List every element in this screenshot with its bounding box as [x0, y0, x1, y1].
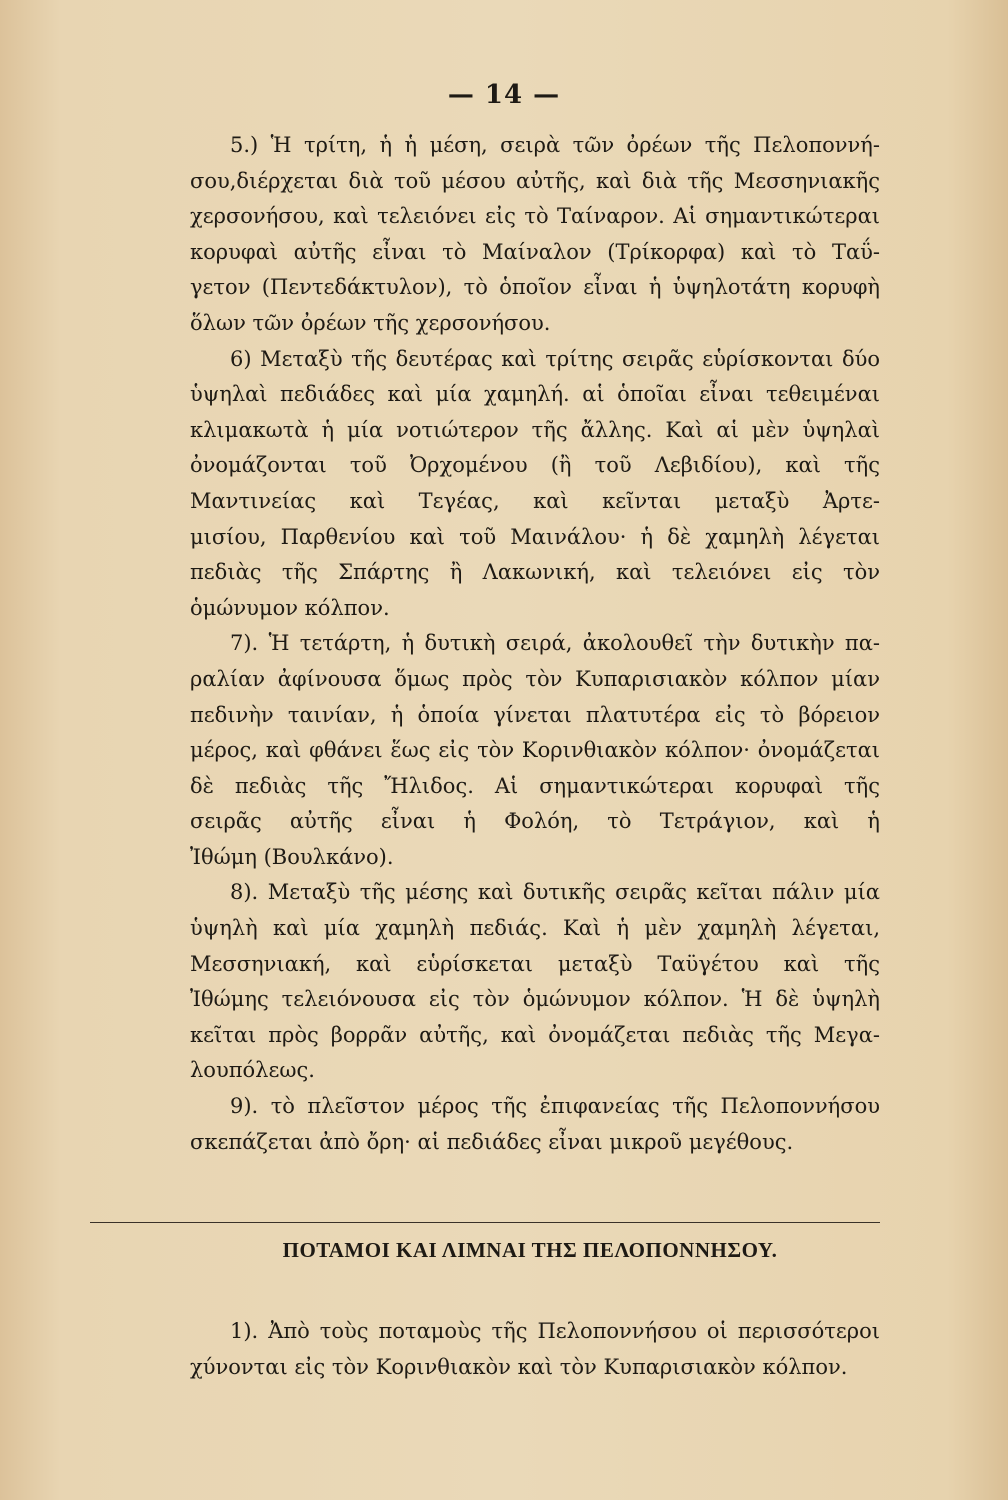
- text-line: κεῖται πρὸς βορρᾶν αὐτῆς, καὶ ὀνομάζεται πεδιὰς τῆς Μεγα-: [190, 1022, 880, 1047]
- text-line: λουπόλεως.: [190, 1058, 315, 1083]
- text-line: 8). Μεταξὺ τῆς μέσης καὶ δυτικῆς σειρᾶς κεῖται πάλιν μία: [230, 880, 880, 905]
- text-line: ὑψηλαὶ πεδιάδες καὶ μία χαμηλή. αἱ ὁποῖαι εἶναι τεθειμέναι: [190, 382, 880, 407]
- text-line: γετον (Πεντεδάκτυλον), τὸ ὁποῖον εἶναι ἡ ὑψηλοτάτη κορυφὴ: [190, 275, 880, 300]
- text-line: σκεπάζεται ἀπὸ ὄρη· αἱ πεδιάδες εἶναι μικροῦ μεγέθους.: [190, 1129, 794, 1154]
- text-line: ὑψηλὴ καὶ μία χαμηλὴ πεδιάς. Καὶ ἡ μὲν χαμηλὴ λέγεται,: [190, 916, 880, 941]
- text-line: 1). Ἀπὸ τοὺς ποταμοὺς τῆς Πελοποννήσου οἱ περισσότεροι: [230, 1319, 880, 1343]
- text-line: Ἰθώμη (Βουλκάνο).: [190, 844, 394, 869]
- text-line: κλιμακωτὰ ἡ μία νοτιώτερον τῆς ἄλλης. Καὶ αἱ μὲν ὑψηλαὶ: [190, 417, 880, 442]
- text-line: ὁμώνυμον κόλπον.: [190, 595, 390, 620]
- section-divider: [90, 1222, 880, 1223]
- page-number: — 14 —: [447, 80, 561, 110]
- text-line: δὲ πεδιὰς τῆς Ἤλιδος. Αἱ σημαντικώτεραι κορυφαὶ τῆς: [190, 773, 880, 798]
- text-line: 9). τὸ πλεῖστον μέρος τῆς ἐπιφανείας τῆς Πελοποννήσου: [230, 1094, 880, 1119]
- text-line: πεδιὰς τῆς Σπάρτης ἢ Λακωνική, καὶ τελειόνει εἰς τὸν: [190, 560, 880, 585]
- text-line: 5.) Ἡ τρίτη, ἡ ἡ μέση, σειρὰ τῶν ὀρέων τῆς Πελοποννή-: [230, 133, 880, 157]
- text-line: κορυφαὶ αὐτῆς εἶναι τὸ Μαίναλον (Τρίκορφα) καὶ τὸ Ταΰ-: [190, 239, 880, 264]
- text-line: σου,διέρχεται διὰ τοῦ μέσου αὐτῆς, καὶ διὰ τῆς Μεσσηνιακῆς: [190, 168, 880, 193]
- text-line: ραλίαν ἀφίνουσα ὅμως πρὸς τὸν Κυπαρισιακὸν κόλπον μίαν: [190, 666, 880, 691]
- text-line: μέρος, καὶ φθάνει ἕως εἰς τὸν Κορινθιακὸν κόλπον· ὀνομάζεται: [190, 738, 880, 763]
- text-line: ὅλων τῶν ὀρέων τῆς χερσονήσου.: [190, 310, 551, 335]
- text-line: ὀνομάζονται τοῦ Ὀρχομένου (ἢ τοῦ Λεβιδίου), καὶ τῆς: [190, 453, 880, 478]
- text-line: μισίου, Παρθενίου καὶ τοῦ Μαινάλου· ἡ δὲ χαμηλὴ λέγεται: [190, 524, 880, 549]
- text-line: πεδινὴν ταινίαν, ἡ ὁποία γίνεται πλατυτέρα εἰς τὸ βόρειον: [190, 702, 880, 727]
- body-text: [190, 128, 880, 1160]
- text-line: χύνονται εἰς τὸν Κορινθιακὸν καὶ τὸν Κυπαρισιακὸν κόλπον.: [190, 1354, 848, 1379]
- section-heading: ΠΟΤΑΜΟΙ ΚΑΙ ΛΙΜΝΑΙ ΤΗΣ ΠΕΛΟΠΟΝΝΗΣΟΥ.: [282, 1238, 778, 1262]
- text-line: Μαντινείας καὶ Τεγέας, καὶ κεῖνται μεταξὺ Ἀρτε-: [190, 488, 880, 513]
- text-line: 7). Ἡ τετάρτη, ἡ δυτικὴ σειρά, ἀκολουθεῖ τὴν δυτικὴν πα-: [230, 631, 880, 656]
- section-body-text: [190, 1314, 880, 1385]
- text-line: 6) Μεταξὺ τῆς δευτέρας καὶ τρίτης σειρᾶς εὑρίσκονται δύο: [230, 346, 880, 371]
- text-line: Μεσσηνιακή, καὶ εὑρίσκεται μεταξὺ Ταϋγέτου καὶ τῆς: [190, 951, 880, 976]
- text-line: σειρᾶς αὐτῆς εἶναι ἡ Φολόη, τὸ Τετράγιον, καὶ ἡ: [190, 809, 880, 834]
- text-line: Ἰθώμης τελειόνουσα εἰς τὸν ὁμώνυμον κόλπον. Ἡ δὲ ὑψηλὴ: [190, 987, 880, 1012]
- text-line: χερσονήσου, καὶ τελειόνει εἰς τὸ Ταίναρον. Αἱ σημαντικώτεραι: [190, 204, 880, 229]
